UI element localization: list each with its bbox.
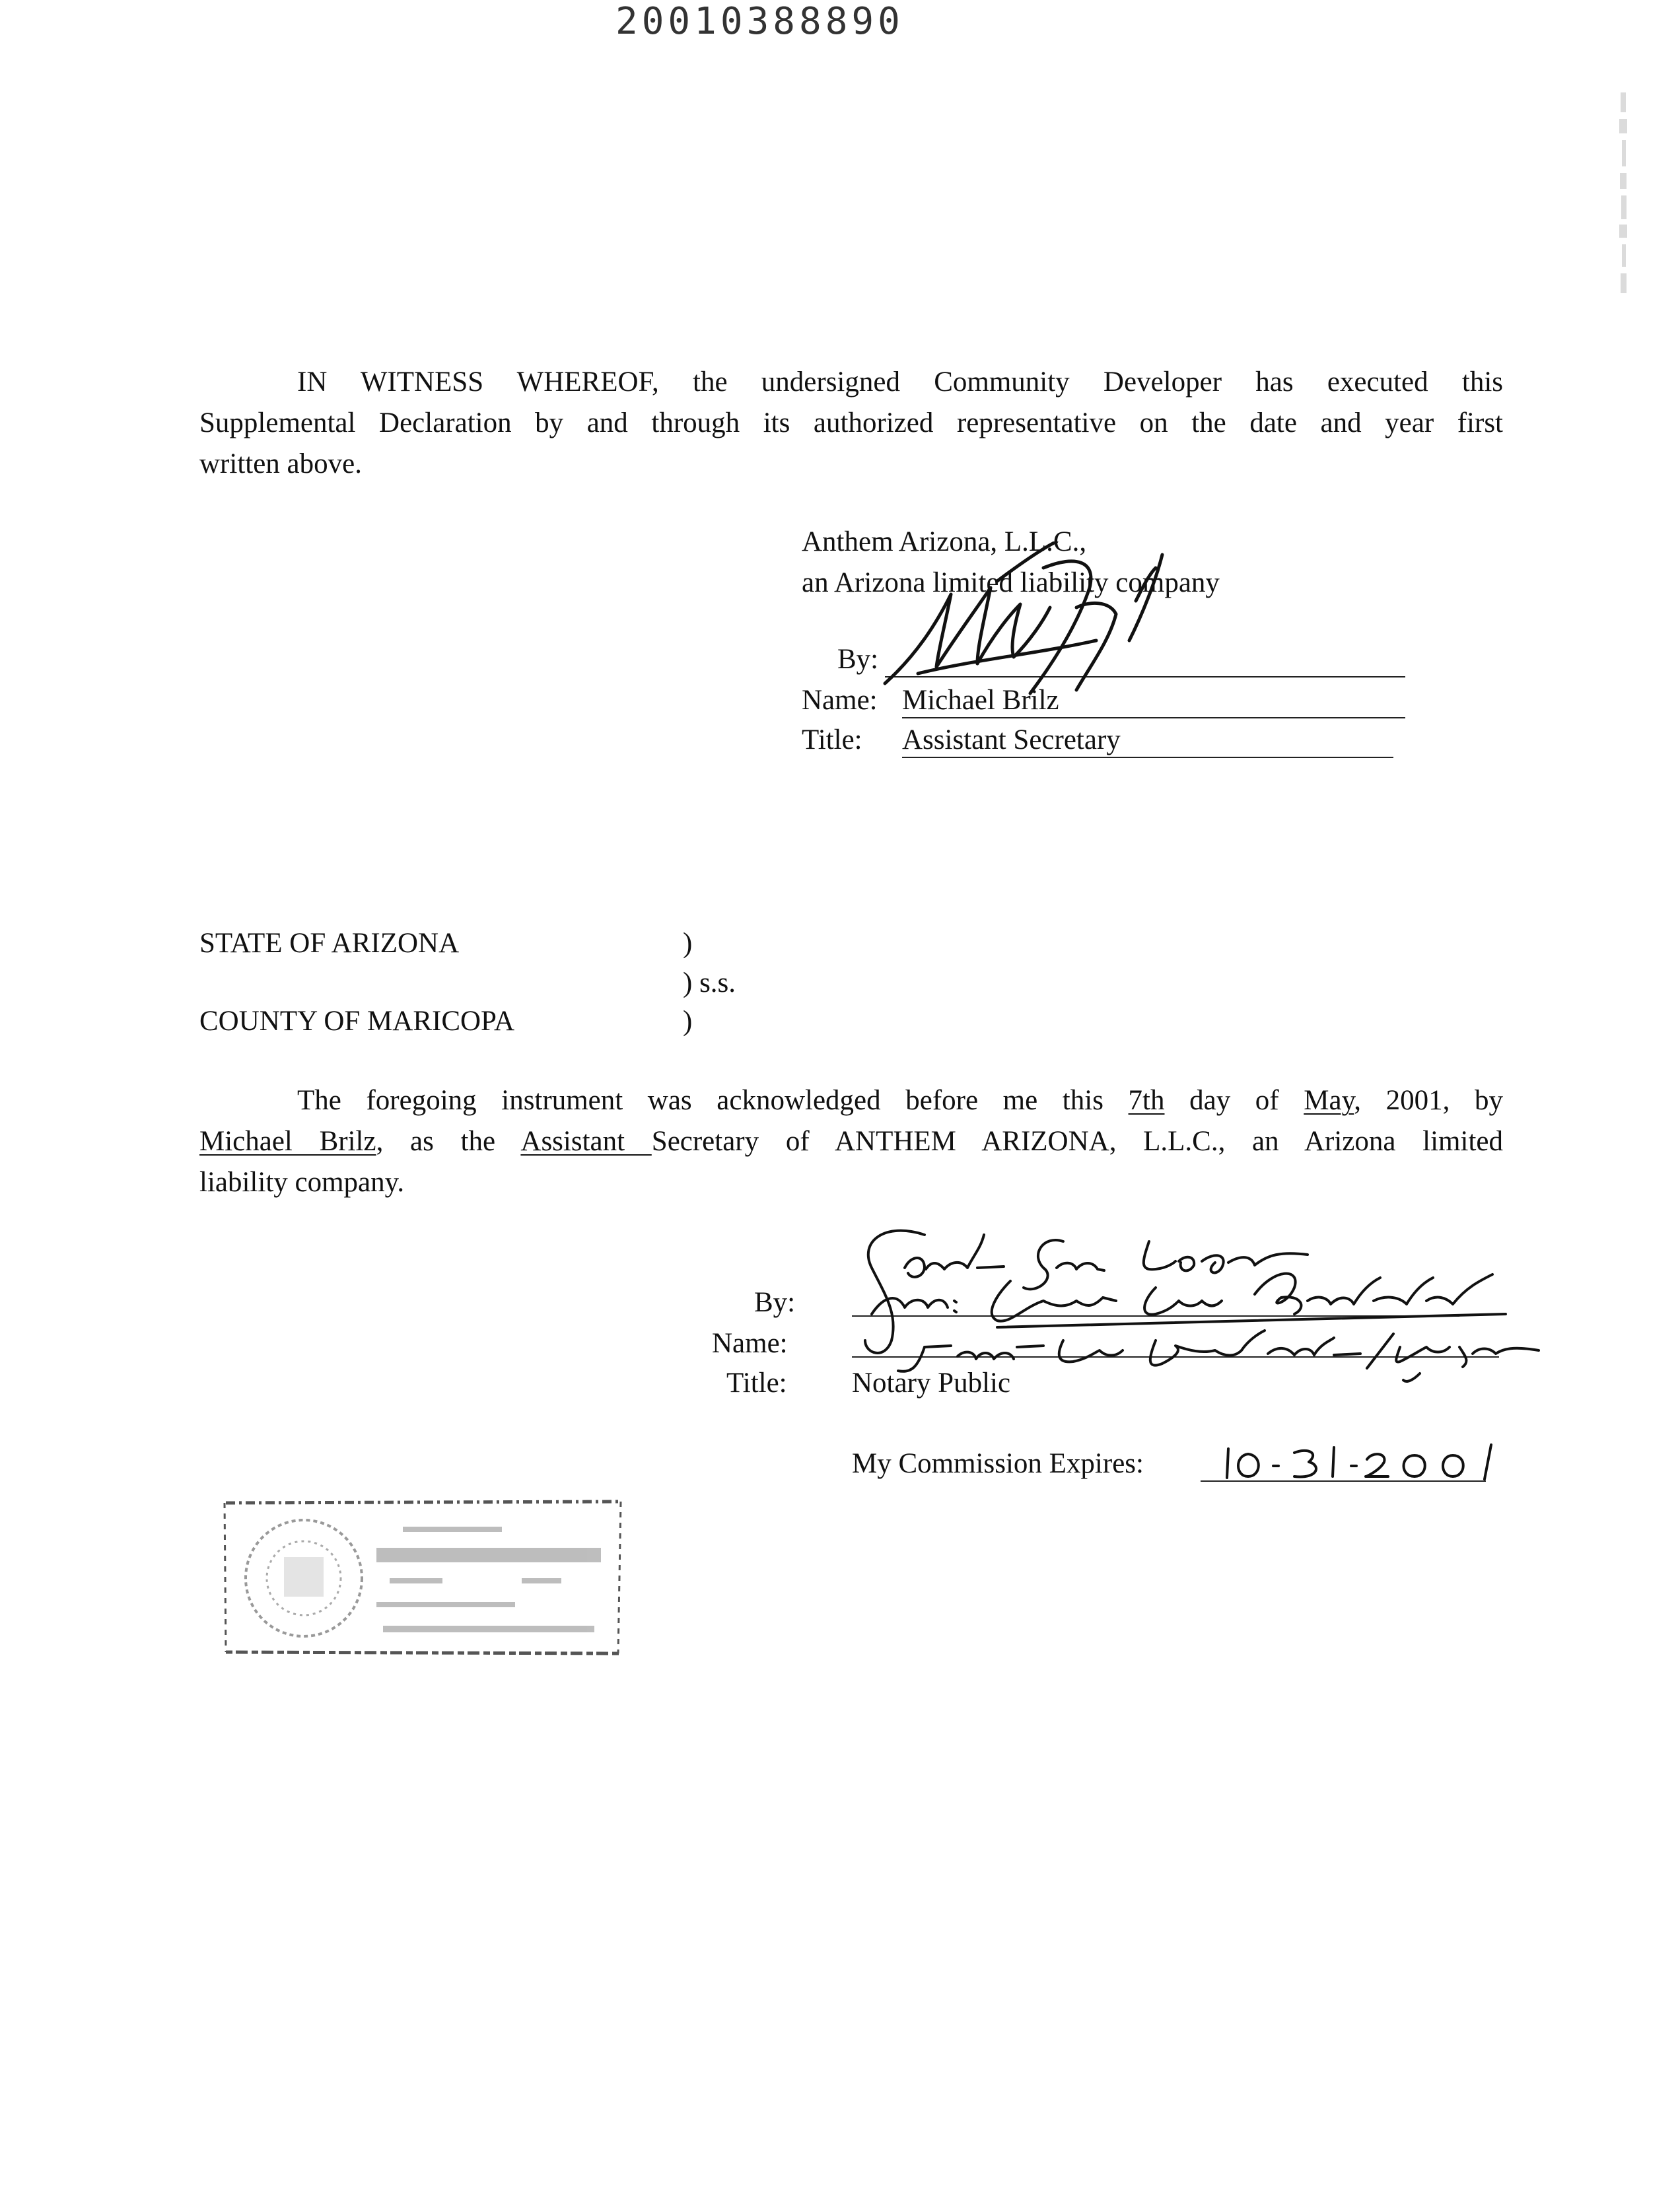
notary-seal-stamp <box>218 1494 627 1659</box>
side-recording-stamp <box>1611 92 1638 304</box>
ack-line: liability company. <box>199 1167 405 1198</box>
venue-paren: ) <box>683 1006 693 1037</box>
notary-name-label: Name: <box>712 1328 788 1359</box>
witness-line: written above. <box>199 448 362 479</box>
ack-text: , as the <box>376 1126 521 1157</box>
witness-paragraph <box>199 362 1503 485</box>
title-value: Assistant Secretary <box>902 724 1121 755</box>
developer-signature <box>878 541 1222 713</box>
state-venue: STATE OF ARIZONA <box>199 928 460 959</box>
venue-paren: ) <box>683 928 693 959</box>
notary-title-value: Notary Public <box>852 1368 1011 1399</box>
ack-month: May <box>1304 1085 1354 1116</box>
commission-date-handwritten <box>1222 1436 1499 1488</box>
ack-name: Michael Brilz <box>199 1126 376 1157</box>
ack-text: The foregoing instrument was acknowledged before me this <box>297 1085 1129 1116</box>
notary-signature <box>845 1215 1545 1387</box>
title-line <box>902 757 1393 758</box>
county-venue: COUNTY OF MARICOPA <box>199 1006 515 1037</box>
ack-line <box>199 1121 1503 1162</box>
ack-text: Secretary of ANTHEM ARIZONA, L.L.C., an Arizona limited <box>651 1126 1503 1157</box>
name-line <box>902 717 1405 718</box>
company-type: an Arizona limited liability company <box>802 567 1220 598</box>
acknowledgment-paragraph <box>199 1080 1503 1203</box>
by-label: By: <box>837 644 879 675</box>
ack-role: Assistant <box>520 1126 652 1157</box>
ack-text: day of <box>1164 1085 1304 1116</box>
notary-title-label: Title: <box>726 1368 787 1399</box>
name-value: Michael Brilz <box>902 685 1059 716</box>
venue-ss: ) s.s. <box>683 967 736 998</box>
ack-text: , 2001, by <box>1354 1085 1504 1116</box>
commission-label: My Commission Expires: <box>852 1448 1144 1479</box>
ack-line <box>199 1080 1503 1121</box>
witness-line: Supplemental Declaration by and through its authorized representative on the date and year first <box>199 407 1503 438</box>
witness-line: IN WITNESS WHEREOF, the undersigned Community Developer has executed this <box>297 366 1503 398</box>
name-label: Name: <box>802 685 878 716</box>
title-label: Title: <box>802 724 862 755</box>
ack-day: 7th <box>1128 1085 1165 1116</box>
company-name: Anthem Arizona, L.L.C., <box>802 526 1087 557</box>
notary-by-label: By: <box>754 1287 796 1318</box>
document-number: 20010388890 <box>615 0 904 43</box>
